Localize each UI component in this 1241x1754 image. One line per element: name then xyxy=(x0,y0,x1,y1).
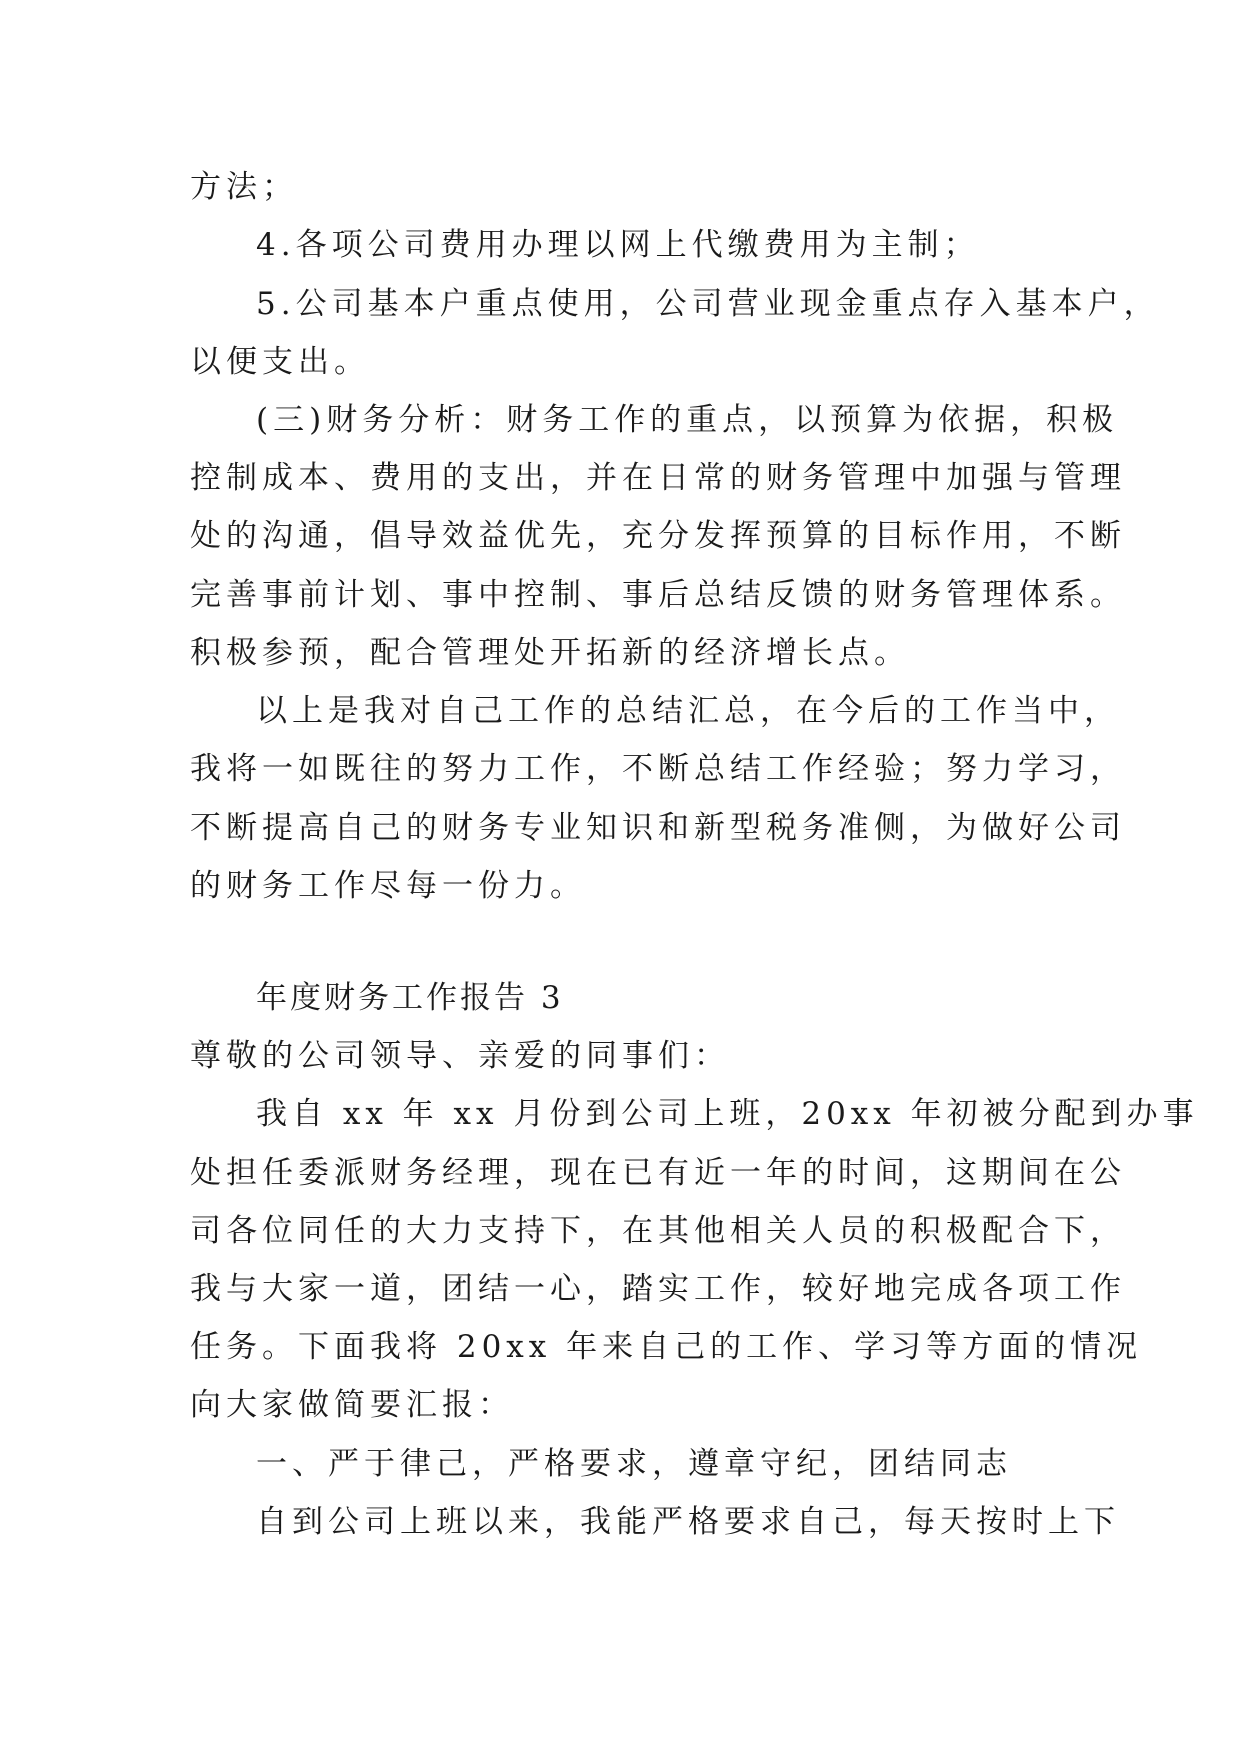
text-line: 我将一如既往的努力工作，不断总结工作经验；努力学习， xyxy=(190,751,1126,787)
text-line: 完善事前计划、事中控制、事后总结反馈的财务管理体系。 xyxy=(190,577,1126,613)
section-heading: 一、严于律己，严格要求，遵章守纪，团结同志 xyxy=(256,1446,1012,1482)
text-line: 处的沟通，倡导效益优先，充分发挥预算的目标作用，不断 xyxy=(190,518,1126,554)
salutation: 尊敬的公司领导、亲爱的同事们： xyxy=(190,1038,730,1074)
text-line: 司各位同任的大力支持下，在其他相关人员的积极配合下， xyxy=(190,1213,1126,1249)
section-title: 年度财务工作报告 3 xyxy=(256,980,564,1016)
text-line: 以便支出。 xyxy=(190,344,370,380)
text-line: 方法； xyxy=(190,169,298,205)
text-line: 我自 xx 年 xx 月份到公司上班，20xx 年初被分配到办事 xyxy=(256,1096,1199,1132)
text-line: 以上是我对自己工作的总结汇总，在今后的工作当中， xyxy=(256,693,1120,729)
text-line: 积极参预，配合管理处开拓新的经济增长点。 xyxy=(190,635,910,671)
text-line: 我与大家一道，团结一心，踏实工作，较好地完成各项工作 xyxy=(190,1271,1126,1307)
text-line: 自到公司上班以来，我能严格要求自己，每天按时上下 xyxy=(256,1504,1120,1540)
text-line: 4.各项公司费用办理以网上代缴费用为主制； xyxy=(256,227,980,263)
text-line: (三)财务分析：财务工作的重点，以预算为依据，积极 xyxy=(256,402,1119,438)
text-line: 处担任委派财务经理，现在已有近一年的时间，这期间在公 xyxy=(190,1155,1126,1191)
text-line: 5.公司基本户重点使用，公司营业现金重点存入基本户， xyxy=(256,286,1160,322)
text-line: 向大家做简要汇报： xyxy=(190,1387,514,1423)
text-line: 任务。下面我将 20xx 年来自己的工作、学习等方面的情况 xyxy=(190,1329,1143,1365)
text-line: 不断提高自己的财务专业知识和新型税务准侧，为做好公司 xyxy=(190,810,1126,846)
text-line: 控制成本、费用的支出，并在日常的财务管理中加强与管理 xyxy=(190,460,1126,496)
text-line: 的财务工作尽每一份力。 xyxy=(190,868,586,904)
